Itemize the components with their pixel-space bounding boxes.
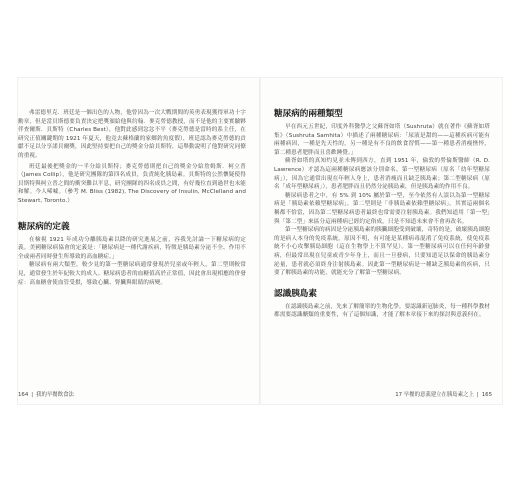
section-heading-two-types: 糖尿病的兩種類型 [274,109,343,119]
left-page [18,109,246,287]
left-paragraph: 班廷最後把獎金的一半分給貝斯特；麥克勞德則把自己的獎金分給詹姆斯．柯立普（James Collip），他是研究團隊的第四名成員，負責純化胰島素。貝斯特的公然懷疑使得貝斯特與柯立普之間的衝突難以平息，研究團隊的四名成員之間，有好幾位直到過世也未能和解。今人唏噓。（參考 M. Bliss (1982), The Discovery of Insulin, McClelland and Stewart, Toronto.） [18,163,246,204]
footer-separator: | [476,392,479,398]
footer-separator: | [31,392,34,398]
left-footer [18,390,74,398]
book-gutter [259,78,261,404]
left-paragraph: 弗雷德里克．班廷是一個出色的人物，他曾因為一次大戰期間的英勇表現獲得軍功十字勳章，但是當貝斯德要負責決定把獎頒給他與約翰．麥克勞德教授，而不是他的主要實驗夥伴查爾斯．貝斯特（Charles Best），他對此感到忿忿不平（麥克勞德是當時的系主任，在研究正值關鍵期的 1921 年夏天，他竟去蘇格蘭的家鄉釣魚度假），班廷認為麥克勞德的貢獻不足以分享諾貝爾獎，因此堅持要把自己的獎金分給貝斯特，這舉動說明了他對研究同僚的重視。 [18,110,246,159]
left-paragraph: 在檢視 1921 年成功分離胰島素以降的研究進展之前，容我先討論一下糖尿病的定義。美國糖尿病協會的定義是：「糖尿病是一種代謝疾病，特徵是胰島素分泌不全、作用不全或兩者同時發生所導致的高血糖症。」 [18,236,246,260]
right-footer [395,390,492,398]
section-heading-definition: 糖尿病的定義 [18,221,70,232]
right-paragraph: 在認識胰島素之前，先來了解簡單的生物化學。要認識新冠肺炎，每一種科學教材都需要認識醣類的重要性，有了這個知識，才能了解本章接下來的探討與意義何在。 [274,303,490,319]
right-paragraph: 糖尿病患者之中，有 5% 到 10% 屬於第一型，至今依然有人誤以為第一型糖尿病是「胰島素依賴型糖尿病」，第二型則是「非胰島素依賴型糖尿病」。其實這兩個名稱都不恰當，因為第二型糖尿病患者最終也常需要注射胰島素。我們知道用「第一型」與「第二型」來區分這兩種病已經約定俗成，只是不知道未來會不會再改名。 [274,192,490,225]
left-page-number: 164 [18,392,29,398]
right-paragraph: 第一型糖尿病的病因是分泌胰島素的胰臟細胞受到破壞，奇特的是，破壞胰島細胞的是病人本身的免疫系統。原因不明，有可能是某種病毒混淆了免疫系統，使免疫系統不小心攻擊胰島細胞（這在生物學上不算罕見）。第一型糖尿病可以在任何年齡發病，但最常出現在兒童或青少年身上，而且一旦發病，只要知道足以保命的胰島素分泌量，患者就必須終身注射胰島素。因此第一型糖尿病是一種缺乏胰島素的疾病，只要了解胰島素的功能，就能充分了解第一型糖尿病。 [274,227,490,277]
right-page [274,107,490,320]
right-paragraph: 蘇胥如塔的真知灼見並未傳到西方，直到 1951 年，倫敦的勞倫斯醫師（R. D. Lawrence）才認為這兩種糖尿病應該分別命名，第一型糖尿病（原名「幼年型糖尿病」），因為它通常出現在年輕人身上，患者消瘦而且缺乏胰島素；第二型糖尿病（原名「成年型糖尿病」），患者肥胖而且仍然分泌胰島素，但是胰島素的作用不良。 [274,158,490,191]
section-heading-insulin: 認識胰島素 [274,288,317,299]
right-page-number: 165 [481,392,492,398]
right-footer-chapter: 17 早餐的意義建立在胰島素之上 [395,392,474,398]
left-paragraph: 糖尿病有兩大類型，較少見的第一型糖尿病通常發現於兒童或年輕人，第二型則較常見，通常發生於年紀較大的成人。糖尿病患者的血糖值高於正常值，因此會出現相應的併發症：高血糖會使血管受損，導致心臟、腎臟與眼睛的病變。 [18,262,246,286]
right-paragraph: 早在西元五世紀，印度外科醫學之父蘇胥如塔（Sushruta）就在著作《蘇胥如塔集》（Sushruta Samhita）中描述了兩種糖尿病：「尿液是甜的——這種疾病可能有兩種病因，一種是先天性的，另一種是有不良的飲食習慣——第一種患者消瘦憔悴，第二種患者肥胖而且喜歡睡覺。」 [274,124,490,156]
left-footer-book-title: 我的早餐飲食法 [36,392,74,398]
